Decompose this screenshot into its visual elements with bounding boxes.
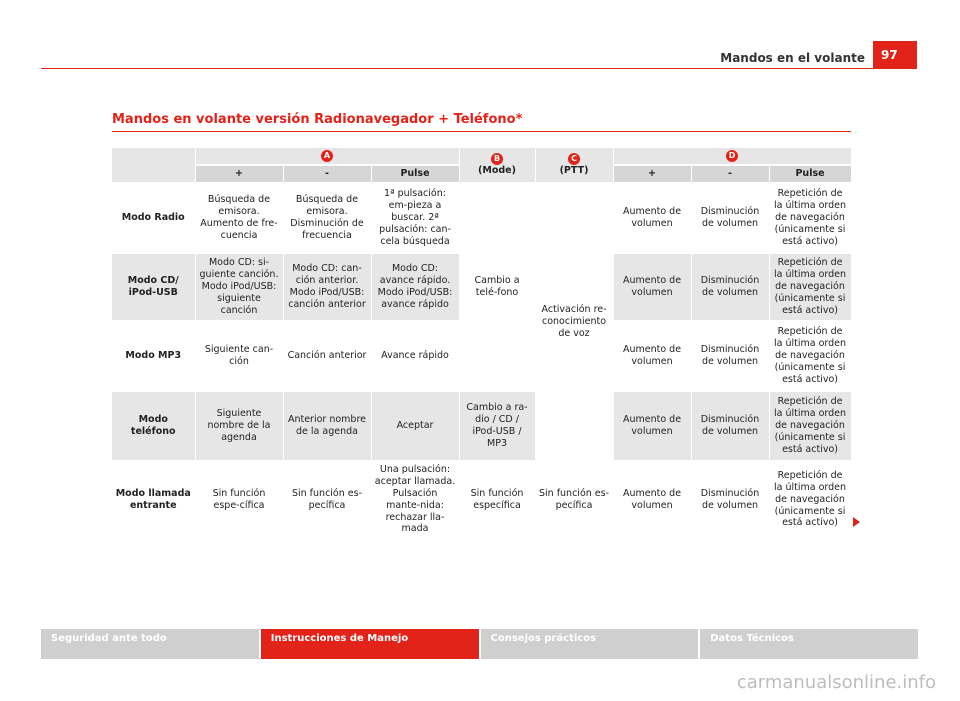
cell-d-pulse: Repetición de la última orden de navegación (únicamente si está activo): [769, 321, 851, 391]
subheader-a-plus: +: [195, 165, 283, 183]
cell-d-pulse: Repetición de la última orden de navegación (únicamente si está activo): [769, 253, 851, 321]
cell-b-merged: Cambio a telé-fono: [459, 183, 535, 391]
cell-a-pulse: Aceptar: [371, 391, 459, 461]
group-c-header: [535, 148, 613, 183]
cell-d-pulse: Repetición de la última orden de navegación (únicamente si está activo): [769, 183, 851, 253]
footer-tab-consejos[interactable]: Consejos prácticos: [481, 629, 699, 659]
cell-a-minus: Anterior nombre de la agenda: [283, 391, 371, 461]
row-label: Modo MP3: [112, 321, 195, 391]
table-row: [112, 183, 851, 253]
cell-d-plus: Aumento de volumen: [613, 391, 691, 461]
group-d-header: [613, 148, 851, 165]
cell-a-minus: Sin función es-pecífica: [283, 461, 371, 538]
cell-c: Sin función es-pecífica: [535, 461, 613, 538]
subheader-d-pulse: Pulse: [769, 165, 851, 183]
cell-a-minus: Modo CD: can-ción anterior. Modo iPod/USB: canción anterior: [283, 253, 371, 321]
cell-a-plus: Siguiente can-ción: [195, 321, 283, 391]
cell-a-plus: Búsqueda de emisora. Aumento de fre-cuencia: [195, 183, 283, 253]
cell-c-merged: Activación re-conocimiento de voz: [535, 183, 613, 461]
cell-d-minus: Disminución de volumen: [691, 183, 769, 253]
cell-a-pulse: Avance rápido: [371, 321, 459, 391]
footer-tab-seguridad[interactable]: Seguridad ante todo: [41, 629, 259, 659]
subheader-a-minus: -: [283, 165, 371, 183]
cell-d-pulse: Repetición de la última orden de navegación (únicamente si está activo): [769, 461, 851, 538]
section-title: Mandos en volante versión Radionavegador + Teléfono*: [112, 112, 851, 132]
cell-d-plus: Aumento de volumen: [613, 321, 691, 391]
cell-d-plus: Aumento de volumen: [613, 253, 691, 321]
cell-d-plus: Aumento de volumen: [613, 461, 691, 538]
button-d-marker: D: [726, 150, 738, 162]
table-corner: [112, 148, 195, 183]
row-label: Modo teléfono: [112, 391, 195, 461]
cell-a-plus: Modo CD: si-guiente canción. Modo iPod/USB: siguiente canción: [195, 253, 283, 321]
cell-a-pulse: Una pulsación: aceptar llamada. Pulsación mante-nida: rechazar lla-mada: [371, 461, 459, 538]
cell-a-plus: Sin función espe-cífica: [195, 461, 283, 538]
cell-a-pulse: Modo CD: avance rápido. Modo iPod/USB: avance rápido: [371, 253, 459, 321]
group-b-label: (Mode): [478, 165, 516, 177]
cell-a-minus: Canción anterior: [283, 321, 371, 391]
cell-d-plus: Aumento de volumen: [613, 183, 691, 253]
button-a-marker: A: [321, 150, 333, 162]
table-row: [112, 461, 851, 538]
watermark: carmanualsonline.info: [736, 672, 936, 693]
subheader-d-minus: -: [691, 165, 769, 183]
triangle-right-icon: [853, 517, 860, 527]
row-label: Modo Radio: [112, 183, 195, 253]
subheader-d-plus: +: [613, 165, 691, 183]
cell-a-plus: Siguiente nombre de la agenda: [195, 391, 283, 461]
footer-tab-instrucciones[interactable]: Instrucciones de Manejo: [261, 629, 479, 659]
group-b-header: [459, 148, 535, 183]
cell-a-pulse: 1ª pulsación: em-pieza a buscar. 2ª pulsación: can-cela búsqueda: [371, 183, 459, 253]
footer-nav: [41, 629, 918, 659]
cell-d-minus: Disminución de volumen: [691, 391, 769, 461]
row-label: Modo llamada entrante: [112, 461, 195, 538]
cell-d-minus: Disminución de volumen: [691, 461, 769, 538]
subheader-a-pulse: Pulse: [371, 165, 459, 183]
group-c-label: (PTT): [559, 165, 589, 177]
cell-b: Sin función específica: [459, 461, 535, 538]
cell-a-minus: Búsqueda de emisora. Disminución de frecuencia: [283, 183, 371, 253]
row-label: Modo CD/ iPod-USB: [112, 253, 195, 321]
page-number: 97: [873, 41, 917, 68]
cell-d-minus: Disminución de volumen: [691, 253, 769, 321]
footer-tab-datos[interactable]: Datos Técnicos: [700, 629, 918, 659]
cell-d-pulse: Repetición de la última orden de navegación (únicamente si está activo): [769, 391, 851, 461]
page-header: [41, 44, 917, 69]
controls-table: [112, 148, 852, 539]
button-c-marker: C: [568, 153, 580, 165]
table-row: [112, 391, 851, 461]
group-a-header: [195, 148, 459, 165]
cell-d-minus: Disminución de volumen: [691, 321, 769, 391]
header-title: Mandos en el volante: [720, 51, 865, 65]
cell-b: Cambio a ra-dio / CD / iPod-USB / MP3: [459, 391, 535, 461]
button-b-marker: B: [491, 153, 503, 165]
